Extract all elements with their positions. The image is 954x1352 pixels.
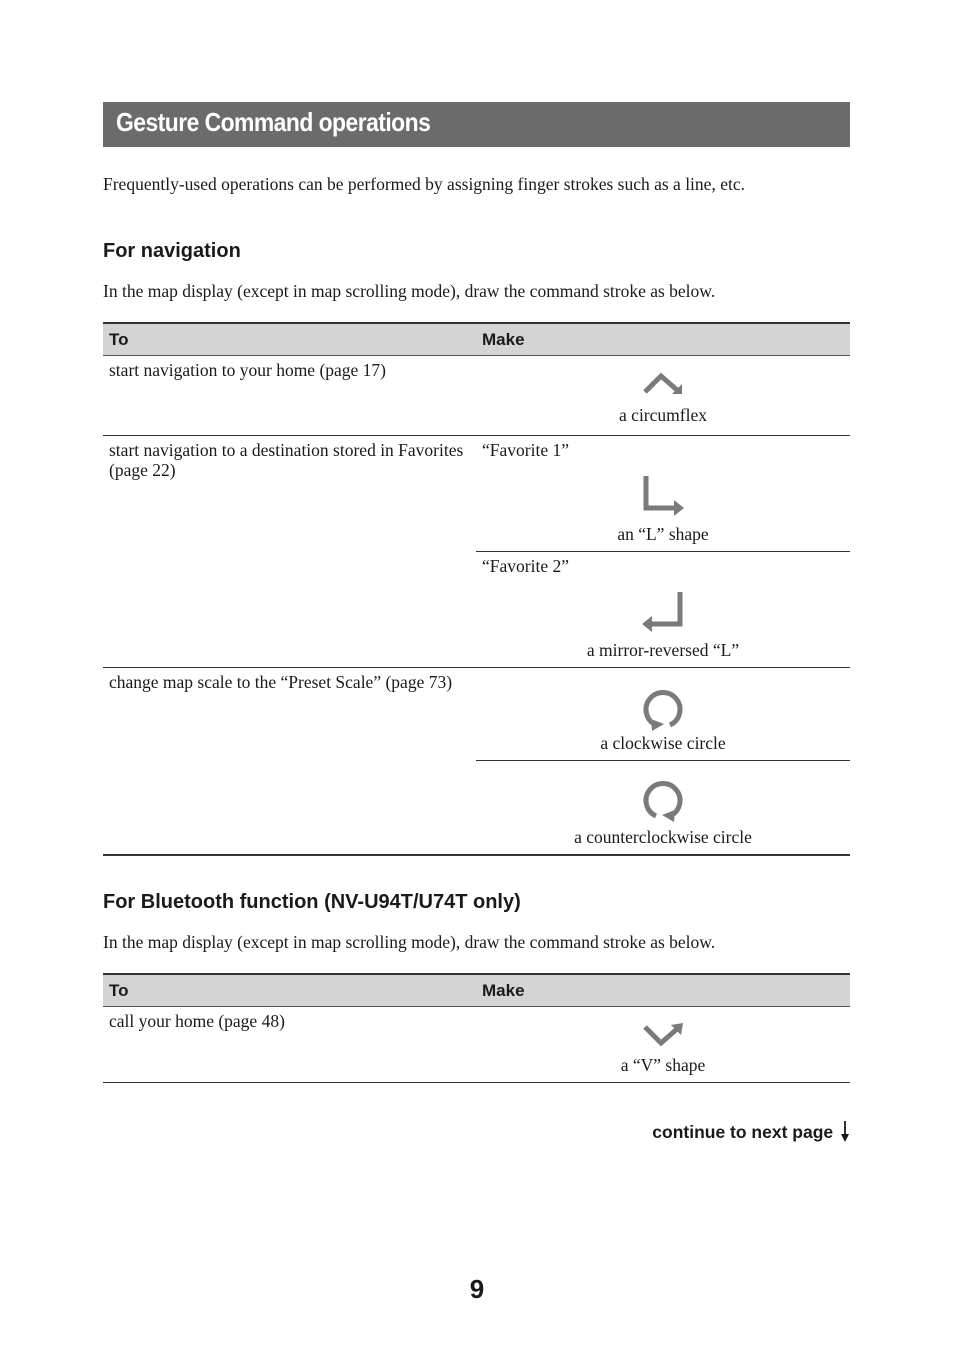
continue-note: [600, 1120, 850, 1147]
clockwise-circle-icon: [476, 686, 850, 732]
v-shape-icon: [476, 1023, 850, 1049]
navigation-description: In the map display (except in map scrolling mode), draw the command stroke as below.: [103, 281, 716, 301]
row-to-text: change map scale to the “Preset Scale” (page 73): [103, 668, 476, 856]
page-number: 9: [469, 1274, 485, 1304]
table-row: [103, 356, 850, 436]
row-to-text: call your home (page 48): [103, 1007, 476, 1083]
row-make-cell: [476, 668, 850, 761]
page-title: Gesture Command operations: [116, 107, 431, 137]
row-make-cell: [476, 436, 850, 552]
row-make-cell: [476, 761, 850, 856]
table-row: [103, 436, 850, 552]
table-header-row: [103, 323, 850, 356]
section-title-bar: [103, 102, 850, 147]
bluetooth-table: [103, 973, 850, 1083]
column-header-make: Make: [476, 323, 850, 356]
gesture-caption: an “L” shape: [617, 524, 709, 544]
gesture-caption: a counterclockwise circle: [574, 827, 752, 847]
row-make-cell: [476, 552, 850, 668]
counterclockwise-circle-icon: [476, 777, 850, 823]
favorite-label: “Favorite 1”: [482, 440, 569, 460]
column-header-to: To: [103, 323, 476, 356]
intro-text: Frequently-used operations can be performed by assigning finger strokes such as a line, etc.: [103, 174, 745, 194]
down-arrow-icon: [840, 1120, 850, 1147]
row-make-cell: [476, 356, 850, 436]
navigation-heading: For navigation: [103, 240, 241, 262]
gesture-caption: a clockwise circle: [600, 733, 726, 753]
column-header-make: Make: [476, 974, 850, 1007]
row-make-cell: [476, 1007, 850, 1083]
column-header-to: To: [103, 974, 476, 1007]
row-to-text: start navigation to your home (page 17): [103, 356, 476, 436]
gesture-caption: a mirror-reversed “L”: [586, 640, 740, 660]
bluetooth-heading: For Bluetooth function (NV-U94T/U74T only): [103, 891, 521, 913]
circumflex-icon: [476, 370, 850, 396]
table-row: [103, 668, 850, 761]
bluetooth-description: In the map display (except in map scrolling mode), draw the command stroke as below.: [103, 932, 716, 952]
row-to-text: start navigation to a destination stored in Favorites (page 22): [103, 436, 476, 668]
table-row: [103, 1007, 850, 1083]
navigation-table: [103, 322, 850, 856]
mirror-l-icon: [476, 590, 850, 632]
l-shape-icon: [476, 474, 850, 516]
continue-text: continue to next page: [652, 1122, 834, 1143]
gesture-caption: a circumflex: [619, 405, 707, 425]
gesture-caption: a “V” shape: [620, 1055, 706, 1075]
favorite-label: “Favorite 2”: [482, 556, 569, 576]
table-header-row: [103, 974, 850, 1007]
